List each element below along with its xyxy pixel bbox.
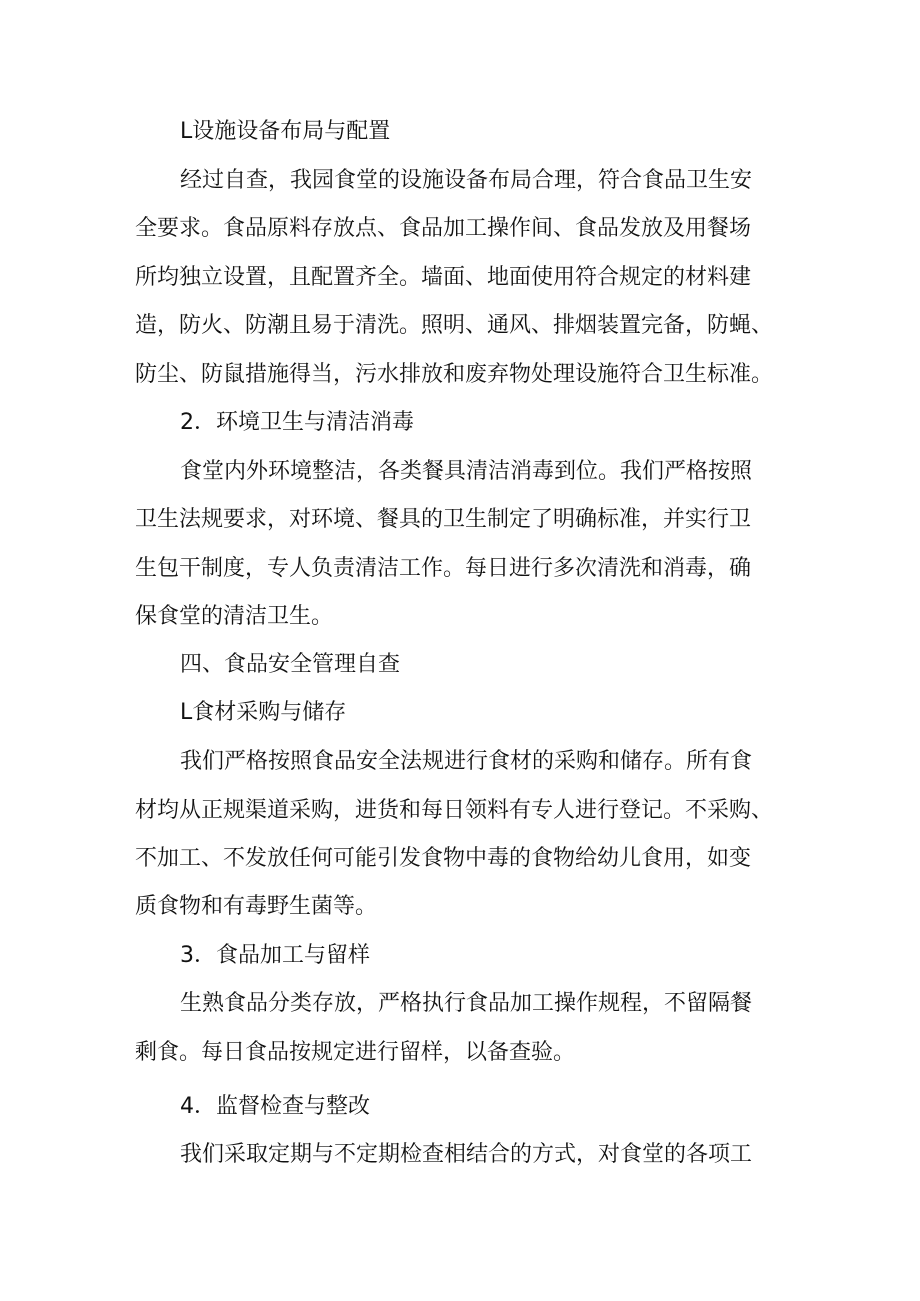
paragraph-line: 经过自查，我园食堂的设施设备布局合理，符合食品卫生安 bbox=[180, 168, 753, 193]
paragraph-line: 生熟食品分类存放，严格执行食品加工操作规程，不留隔餐 bbox=[180, 991, 753, 1016]
paragraph-line: 我们严格按照食品安全法规进行食材的采购和储存。所有食 bbox=[180, 749, 753, 774]
section-heading-supervision-rectification: 4．监督检查与整改 bbox=[180, 1094, 370, 1119]
paragraph-line: 食堂内外环境整洁，各类餐具清洁消毒到位。我们严格按照 bbox=[180, 459, 753, 484]
paragraph-line: 防尘、防鼠措施得当，污水排放和废弃物处理设施符合卫生标准。 bbox=[135, 362, 774, 387]
paragraph-line: 材均从正规渠道采购，进货和每日领料有专人进行登记。不采购、 bbox=[135, 798, 774, 823]
paragraph-line: 生包干制度，专人负责清洁工作。每日进行多次清洗和消毒，确 bbox=[135, 556, 752, 581]
section-heading-facility-layout: L设施设备布局与配置 bbox=[180, 119, 391, 144]
paragraph-line: 卫生法规要求，对环境、餐具的卫生制定了明确标准，并实行卫 bbox=[135, 507, 752, 532]
paragraph-line: 所均独立设置，且配置齐全。墙面、地面使用符合规定的材料建 bbox=[135, 265, 752, 290]
section-heading-processing-sampling: 3．食品加工与留样 bbox=[180, 943, 370, 968]
section-heading-purchase-storage: L食材采购与储存 bbox=[180, 700, 347, 725]
paragraph-line: 造，防火、防潮且易于清洗。照明、通风、排烟装置完备，防蝇、 bbox=[135, 313, 774, 338]
section-heading-food-safety-check: 四、食品安全管理自查 bbox=[180, 652, 401, 677]
paragraph-line: 保食堂的清洁卫生。 bbox=[135, 604, 334, 629]
paragraph-line: 全要求。食品原料存放点、食品加工操作间、食品发放及用餐场 bbox=[135, 216, 752, 241]
paragraph-line: 我们采取定期与不定期检查相结合的方式，对食堂的各项工 bbox=[180, 1142, 753, 1167]
section-heading-environment-hygiene: 2．环境卫生与清洁消毒 bbox=[180, 410, 414, 435]
paragraph-line: 不加工、不发放任何可能引发食物中毒的食物给幼儿食用，如变 bbox=[135, 846, 752, 871]
paragraph-line: 剩食。每日食品按规定进行留样，以备查验。 bbox=[135, 1040, 576, 1065]
paragraph-line: 质食物和有毒野生菌等。 bbox=[135, 894, 378, 919]
